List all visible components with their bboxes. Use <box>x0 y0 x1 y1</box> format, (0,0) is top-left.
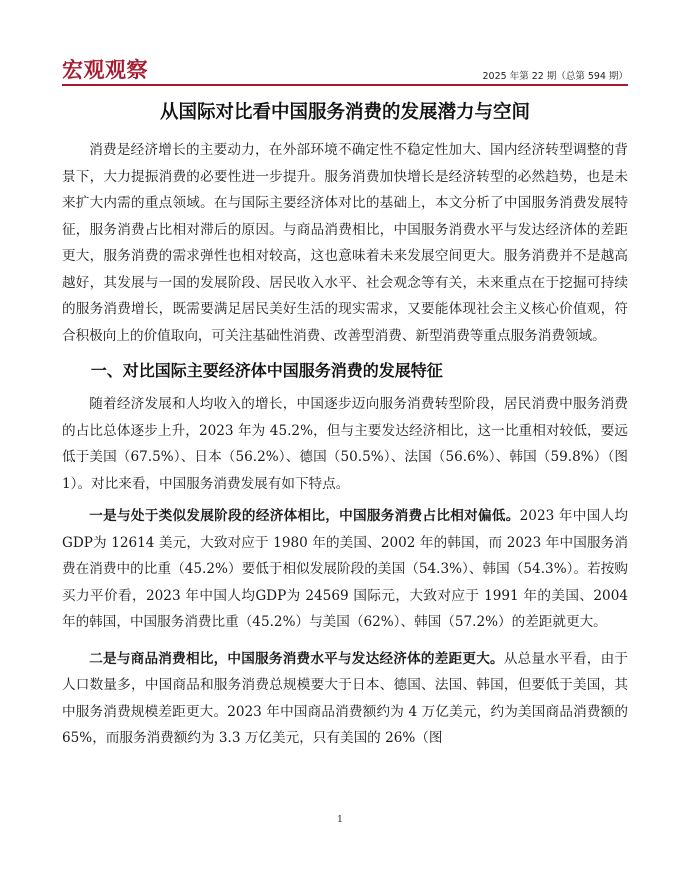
article-body <box>62 137 628 752</box>
article-title: 从国际对比看中国服务消费的发展潜力与空间 <box>159 102 530 123</box>
intro-paragraph: 消费是经济增长的主要动力，在外部环境不确定性不稳定性加大、国内经济转型调整的背景下，大力提振消费的必要性进一步提升。服务消费加快增长是经济转型的必然趋势，也是未来扩大内需的重点领域。在与国际主要经济体对比的基础上，本文分析了中国服务消费发展特征，服务消费占比相对滞后的原因。与商品消费相比，中国服务消费水平与发达经济体的差距更大，服务消费的需求弹性也相对较高，这也意味着未来发展空间更大。服务消费并不是越高越好，其发展与一国的发展阶段、居民收入水平、社会观念等有关，未来重点在于挖掘可持续的服务消费增长，既需要满足居民美好生活的现实需求，又要能体现社会主义核心价值观，符合积极向上的价值取向，可关注基础性消费、改善型消费、新型消费等重点服务消费领域。 <box>62 142 628 344</box>
point-two-lead: 二是与商品消费相比，中国服务消费水平与发达经济体的差距更大。 <box>89 650 504 667</box>
point-two-paragraph <box>62 646 628 752</box>
brand-title: 宏观观察 <box>62 58 148 82</box>
page-header <box>62 54 628 84</box>
header-rule <box>62 84 628 86</box>
point-one-lead: 一是与处于类似发展阶段的经济体相比，中国服务消费占比相对偏低。 <box>89 508 520 524</box>
page-number: 1 <box>337 815 343 825</box>
point-one-paragraph <box>62 503 628 636</box>
point-one-body: 2023 年中国人均GDP为 12614 美元，大致对应于 1980 年的美国、2002 年的韩国，而 2023 年中国服务消费在消费中的比重（45.2%）要低于相似发展阶段的美国（54.3%）、韩国（54.3%）。若按购买力平价看，2023 年中国人均GDP为 24569 国际元，大致对应于 1991 年的美国、2004 年的韩国，中国服务消费比重（45.2%）与美国（62%）、韩国（57.2%）的差距就更大。 <box>62 508 629 630</box>
issue-number: 2025 年第 22 期（总第 594 期） <box>482 71 628 82</box>
section-heading: 一、对比国际主要经济体中国服务消费的发展特征 <box>90 361 443 380</box>
section-paragraph: 随着经济发展和人均收入的增长，中国逐步迈向服务消费转型阶段，居民消费中服务消费的占比总体逐步上升，2023 年为 45.2%，但与主要发达经济相比，这一比重相对较低，要远低于美国（67.5%）、日本（56.2%）、德国（50.5%）、法国（56.6%）、韩国（59.8%）（图 1）。对比来看，中国服务消费发展有如下特点。 <box>62 396 628 492</box>
point-two-body: 从总量水平看，由于人口数量多，中国商品和服务消费总规模要大于日本、德国、法国、韩国，但要低于美国，其中服务消费规模差距更大。2023 年中国商品消费额约为 4 万亿美元，约为美国商品消费额的 65%，而服务消费额约为 3.3 万亿美元，只有美国的 26%（图 <box>62 650 629 746</box>
